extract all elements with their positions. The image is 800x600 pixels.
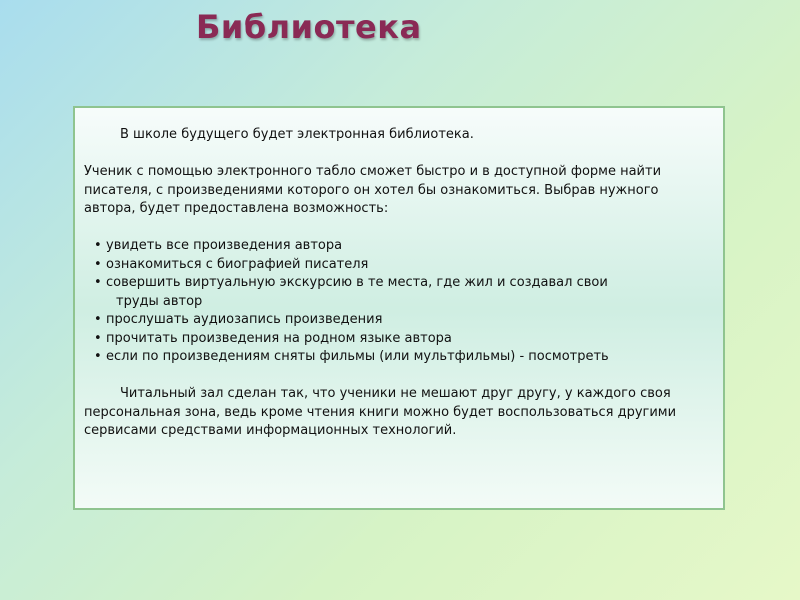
page-title: Библиотека	[196, 8, 422, 46]
text-panel	[73, 106, 725, 510]
spacer	[84, 145, 709, 164]
possibilities-list	[84, 237, 709, 367]
spacer	[84, 367, 709, 386]
list-item: • прочитать произведения на родном языке автора	[84, 330, 709, 349]
spacer	[84, 219, 709, 238]
description-paragraph: Ученик с помощью электронного табло сможет быстро и в доступной форме найти писателя, с произведениями которого он хотел бы ознакомиться. Выбрав нужного автора, будет предоставлена возможность:	[84, 164, 662, 216]
intro-paragraph: В школе будущего будет электронная библиотека.	[120, 127, 474, 142]
list-item: • ознакомиться с биографией писателя	[84, 256, 709, 275]
list-item: • прослушать аудиозапись произведения	[84, 311, 709, 330]
reading-room-paragraph: Читальный зал сделан так, что ученики не мешают друг другу, у каждого своя персональная зона, ведь кроме чтения книги можно будет воспользоваться другими сервисами средствами информационных технологий.	[84, 386, 677, 438]
list-item: • если по произведениям сняты фильмы (или мультфильмы) - посмотреть	[84, 348, 709, 367]
list-item-continuation: труды автор	[116, 293, 203, 309]
list-item: • совершить виртуальную экскурсию в те места, где жил и создавал свои	[84, 274, 709, 293]
list-item: • увидеть все произведения автора	[84, 237, 709, 256]
